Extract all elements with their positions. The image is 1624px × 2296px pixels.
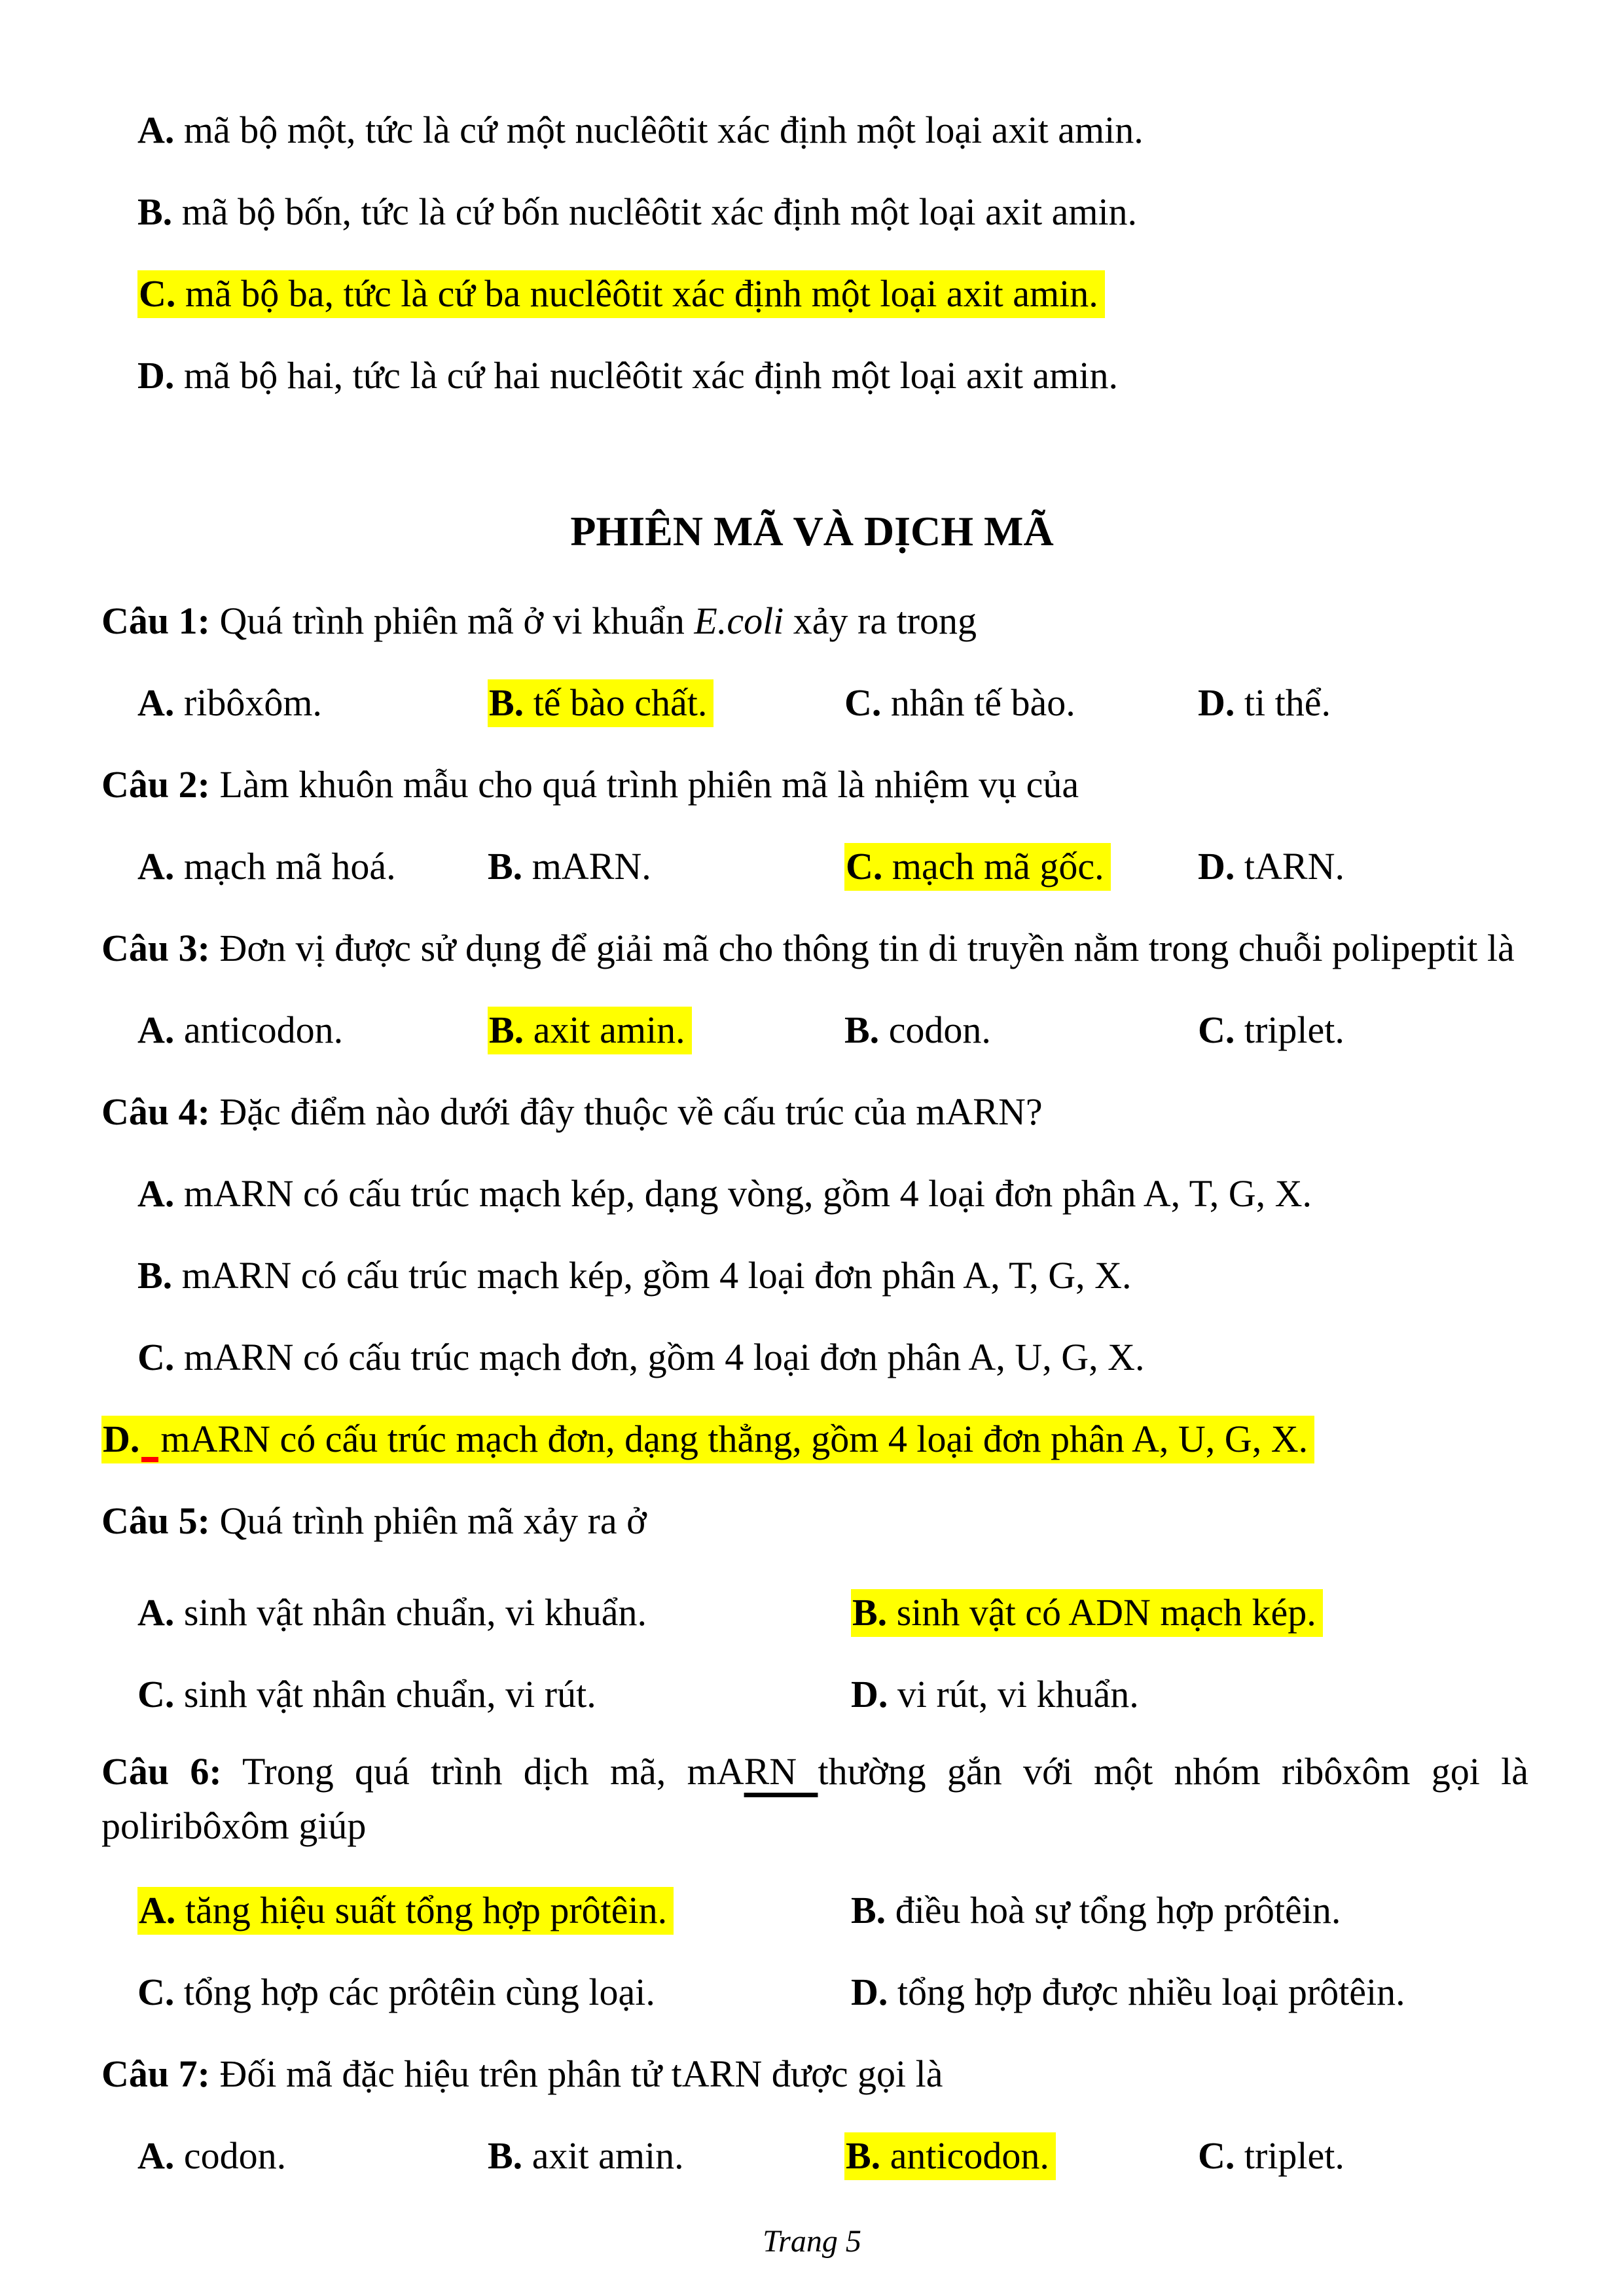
answer-option-row-highlighted — [101, 1414, 1528, 1465]
option-text: anticodon. — [890, 2134, 1049, 2177]
option-text: axit amin. — [532, 2134, 684, 2177]
option-label: D. — [1198, 845, 1235, 888]
option-label: A. — [137, 2134, 175, 2177]
option-text: axit amin. — [533, 1009, 685, 1051]
question-5 — [101, 1496, 1528, 1547]
option-b — [488, 1005, 692, 1056]
answer-option-row-highlighted — [101, 268, 1564, 319]
question-5-options-row-2 — [101, 1669, 1528, 1721]
spellcheck-underline-mark — [141, 1457, 158, 1462]
option-label: B. — [851, 1889, 886, 1931]
option-a — [137, 841, 396, 892]
option-label: C. — [1198, 1009, 1235, 1051]
question-text: Đối mã đặc hiệu trên phân tử tARN được gọi là — [219, 2053, 943, 2095]
option-text: tARN. — [1244, 845, 1344, 888]
option-text: mã bộ một, tức là cứ một nuclêôtit xác định một loại axit amin. — [183, 109, 1144, 151]
option-c — [1198, 2130, 1344, 2181]
option-label: B. — [488, 845, 523, 888]
option-text: mã bộ ba, tức là cứ ba nuclêôtit xác định một loại axit amin. — [185, 272, 1098, 315]
option-d — [1198, 841, 1344, 892]
option-text: điều hoà sự tổng hợp prôtêin. — [895, 1889, 1341, 1931]
option-text: sinh vật nhân chuẩn, vi khuẩn. — [183, 1591, 647, 1634]
option-label: A. — [137, 109, 175, 151]
option-text: mARN. — [532, 845, 651, 888]
option-text: tổng hợp được nhiều loại prôtêin. — [897, 1971, 1405, 2013]
question-4 — [101, 1086, 1528, 1138]
option-label: B. — [846, 2134, 881, 2177]
option-d — [1198, 677, 1331, 728]
option-label: B. — [844, 1009, 880, 1051]
question-label: Câu 5: — [101, 1499, 210, 1542]
question-3 — [101, 923, 1528, 974]
option-text: mARN có cấu trúc mạch đơn, dạng thẳng, gồm 4 loại đơn phân A, U, G, X. — [160, 1418, 1308, 1460]
option-label: B. — [852, 1591, 888, 1634]
question-text: Quá trình phiên mã xảy ra ở — [219, 1499, 647, 1542]
question-6 — [101, 1744, 1528, 1853]
question-1 — [101, 596, 1528, 647]
answer-option-row — [101, 350, 1564, 401]
question-6-options-row-1 — [101, 1885, 1528, 1937]
answer-option-row — [101, 187, 1564, 238]
answer-option-row — [101, 1332, 1564, 1383]
question-label: Câu 1: — [101, 600, 210, 642]
question-7 — [101, 2049, 1528, 2100]
option-label: A. — [137, 1009, 175, 1051]
question-text: Trong quá trình dịch mã, mA — [242, 1750, 744, 1793]
option-label: C. — [844, 681, 882, 724]
question-text: Đặc điểm nào dưới đây thuộc về cấu trúc của mARN? — [219, 1090, 1043, 1133]
page-number-footer: Trang 5 — [763, 2224, 861, 2259]
option-b — [851, 1587, 1323, 1638]
option-label: D. — [851, 1971, 888, 2013]
question-text: thường gắn với một nhóm ribôxôm gọi là poliribôxôm giúp — [101, 1750, 1529, 1847]
question-label: Câu 2: — [101, 763, 210, 806]
option-label: C. — [137, 1673, 175, 1715]
option-text: tế bào chất. — [533, 681, 708, 724]
option-d — [851, 1967, 1405, 2018]
option-text: mARN có cấu trúc mạch kép, gồm 4 loại đơn phân A, T, G, X. — [181, 1254, 1132, 1297]
option-text: mạch mã gốc. — [892, 845, 1104, 888]
option-text: sinh vật có ADN mạch kép. — [896, 1591, 1316, 1634]
option-text: mã bộ bốn, tức là cứ bốn nuclêôtit xác định một loại axit amin. — [181, 190, 1138, 233]
option-a — [137, 1587, 647, 1638]
option-label: A. — [137, 1172, 175, 1215]
option-text: anticodon. — [183, 1009, 344, 1051]
option-c — [844, 677, 1075, 728]
option-label: B. — [489, 681, 524, 724]
option-c — [1198, 1005, 1344, 1056]
option-label: B. — [137, 1254, 173, 1297]
option-c — [844, 841, 1111, 892]
option-label: C. — [846, 845, 883, 888]
option-text: vi rút, vi khuẩn. — [897, 1673, 1139, 1715]
option-b — [851, 1885, 1341, 1936]
highlighted-answer — [488, 1007, 692, 1054]
option-label: D. — [851, 1673, 888, 1715]
question-label: Câu 4: — [101, 1090, 210, 1133]
option-d — [851, 1669, 1139, 1720]
option-a — [137, 2130, 286, 2181]
answer-option-row — [101, 1168, 1564, 1219]
option-label: A. — [137, 845, 175, 888]
question-5-options-row-1 — [101, 1587, 1528, 1640]
option-a — [137, 1885, 674, 1936]
option-text: ribôxôm. — [183, 681, 322, 724]
highlighted-answer — [137, 270, 1105, 318]
section-title: PHIÊN MÃ VÀ DỊCH MÃ — [570, 508, 1054, 554]
question-text: xảy ra trong — [793, 600, 977, 642]
option-label: B. — [488, 2134, 523, 2177]
option-b2 — [844, 1005, 991, 1056]
question-6-options-row-2 — [101, 1967, 1528, 2019]
option-label: B. — [137, 190, 173, 233]
option-a — [137, 1005, 343, 1056]
option-b2 — [844, 2130, 1056, 2181]
option-c — [137, 1967, 655, 2018]
question-text: Quá trình phiên mã ở vi khuẩn — [219, 600, 685, 642]
question-text: Làm khuôn mẫu cho quá trình phiên mã là nhiệm vụ của — [219, 763, 1079, 806]
option-text: nhân tế bào. — [890, 681, 1075, 724]
highlighted-answer — [137, 1887, 674, 1935]
option-label: C. — [137, 1971, 175, 2013]
highlighted-answer — [851, 1589, 1323, 1637]
answer-option-row — [101, 105, 1564, 156]
option-text: mạch mã hoá. — [183, 845, 396, 888]
question-label: Câu 3: — [101, 927, 210, 969]
option-label: D. — [1198, 681, 1235, 724]
option-b — [488, 677, 713, 728]
option-label: C. — [1198, 2134, 1235, 2177]
answer-option-row — [101, 1250, 1564, 1301]
option-text: mARN có cấu trúc mạch kép, dạng vòng, gồm 4 loại đơn phân A, T, G, X. — [183, 1172, 1312, 1215]
option-label: A. — [137, 681, 175, 724]
option-text: mã bộ hai, tức là cứ hai nuclêôtit xác định một loại axit amin. — [183, 354, 1118, 397]
option-text: mARN có cấu trúc mạch đơn, gồm 4 loại đơn phân A, U, G, X. — [183, 1336, 1145, 1378]
question-label: Câu 6: — [101, 1750, 222, 1793]
option-c — [137, 1669, 596, 1720]
option-a — [137, 677, 322, 728]
question-1-options — [101, 677, 1528, 730]
highlighted-answer — [844, 843, 1111, 891]
question-2-options — [101, 841, 1528, 893]
highlighted-answer — [488, 679, 713, 727]
option-label: B. — [489, 1009, 524, 1051]
option-b — [488, 841, 651, 892]
question-text-italic: E.coli — [694, 600, 784, 642]
option-text: tổng hợp các prôtêin cùng loại. — [183, 1971, 655, 2013]
option-label: C. — [139, 272, 176, 315]
option-label: D. — [103, 1418, 140, 1460]
question-3-options — [101, 1005, 1528, 1057]
option-text: triplet. — [1244, 2134, 1344, 2177]
option-label: D. — [137, 354, 175, 397]
option-text: ti thể. — [1244, 681, 1331, 724]
highlighted-answer — [844, 2132, 1056, 2180]
option-text: codon. — [888, 1009, 991, 1051]
question-2 — [101, 759, 1528, 810]
option-text: tăng hiệu suất tổng hợp prôtêin. — [185, 1889, 668, 1931]
option-text: sinh vật nhân chuẩn, vi rút. — [183, 1673, 596, 1715]
option-label: A. — [139, 1889, 176, 1931]
option-text: triplet. — [1244, 1009, 1344, 1051]
underlined-text: RN — [744, 1750, 818, 1793]
highlighted-answer — [101, 1416, 1314, 1463]
question-text: Đơn vị được sử dụng để giải mã cho thông tin di truyền nằm trong chuỗi polipeptit là — [219, 927, 1515, 969]
option-label: A. — [137, 1591, 175, 1634]
question-7-options — [101, 2130, 1528, 2183]
question-label: Câu 7: — [101, 2053, 210, 2095]
option-text: codon. — [183, 2134, 287, 2177]
option-b — [488, 2130, 684, 2181]
option-label: C. — [137, 1336, 175, 1378]
